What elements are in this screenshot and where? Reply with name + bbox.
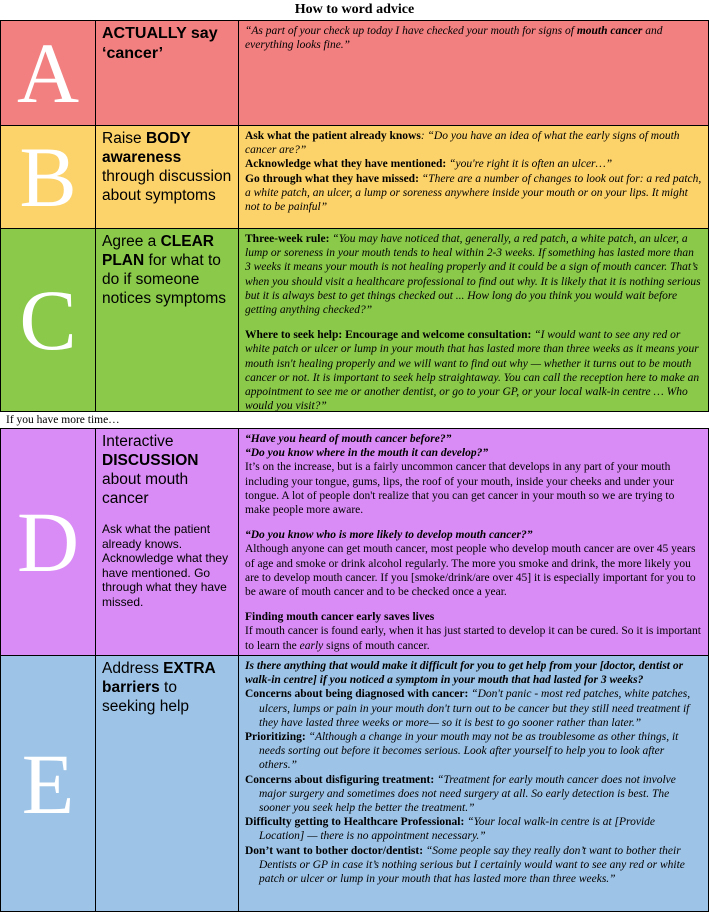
row-d-question-3: “Do you know who is more likely to develop mouth cancer?” [245,529,533,542]
more-time-note: If you have more time… [6,414,120,426]
row-e-disfiguring-treatment: Concerns about disfiguring treatment: “Treatment for early mouth cancer does not involve major surgery and sometimes does not need surgery at all. So early detection is best. The sooner you seek help the better the treatment.” [245,773,676,815]
row-d-heading-early: Finding mouth cancer early saves lives [245,611,435,624]
row-a-heading [96,21,239,125]
row-c-body [239,229,708,411]
row-e-body [239,656,708,911]
row-c-heading: Agree a CLEAR PLAN for what to do if someone notices symptoms [96,229,239,411]
row-d-text-3: If mouth cancer is found early, when it has just started to develop it can be cured. So it is important to learn the early signs of mouth cancer. [245,625,701,652]
row-b-heading: Raise BODY awareness through discussion about symptoms [96,126,239,228]
row-c-where-to-seek-help: Where to seek help: Encourage and welcome consultation: “I would want to see any red or white patch or ulcer or lump in your mouth that has lasted more than three weeks as it means your mouth isn't healing properly and we will want to find out why — whether it turns out to be mouth cancer or not. It is important to seek help straightaway. You can call the reception here to make an appointment to see me or another dentist, or go to your GP, or your local walk-in centre … Who would you visit?” [245,329,700,413]
letter-d: D [1,429,96,655]
row-a [0,20,709,126]
row-e-prioritizing: Prioritizing: “Although a change in your mouth may not be as troublesome as other things, it needs sorting out before it becomes serious. Look after yourself to help you to look after others.” [245,731,679,772]
row-d-text-1: It’s on the increase, but is a fairly uncommon cancer that develops in any part of your mouth including your tongue, gums, lips, the roof of your mouth, inside your cheeks and under your tongue. A lot of people don't realize that you can get cancer in your mouth so we are trying to make people more aware. [245,461,675,517]
row-b-acknowledge: Acknowledge what they have mentioned: “you're right it is often an ulcer…” [245,158,613,171]
row-c [0,228,709,412]
row-e-heading: Address EXTRA barriers to seeking help [96,656,239,911]
row-d-text-2: Although anyone can get mouth cancer, most people who develop mouth cancer are over 45 years of age and smoke or drink alcohol regularly. The more you smoke and drink, the more likely you are to develop mouth cancer. If you [smoke/drink/are over 45] it is especially important for you to be aware of mouth cancer and to be checked once a year. [245,543,696,599]
letter-a: A [1,21,96,125]
row-d-heading: Interactive DISCUSSION about mouth cancer Ask what the patient already knows. Acknowledge what they have mentioned. Go through what they have missed. [96,429,239,655]
letter-e: E [1,656,96,911]
letter-c: C [1,229,96,411]
row-a-quote: “As part of your check up today I have checked your mouth for signs of mouth cancer and everything looks fine.” [245,25,663,52]
row-a-body [239,21,708,125]
row-b [0,125,709,229]
row-c-three-week-rule: Three-week rule: “You may have noticed that, generally, a red patch, a white patch, an ulcer, a lump or soreness in your mouth tends to heal within 2-3 weeks. If something has lasted more than 3 weeks it means your mouth is not healing properly and it could be a sign of mouth cancer. That’s when you should visit a healthcare professional to find out why. It is likely that it is nothing serious but it is always best to get things checked out ... How long do you think you would wait before getting anything checked?” [245,233,701,317]
row-b-body [239,126,708,228]
row-d-instructions: Ask what the patient already knows. Acknowledge what they have mentioned. Go through what they have missed. [102,522,229,609]
row-d-body [239,429,708,655]
row-b-go-through: Go through what they have missed: “There are a number of changes to look out for: a red patch, a white patch, an ulcer, a lump or soreness anywhere inside your mouth or on your lips. It might not to be painful” [245,172,702,214]
row-d [0,428,709,656]
row-e-intro: Is there anything that would make it difficult for you to get help from your [doctor, dentist or walk-in centre] if you noticed a symptom in your mouth that had lasted for 3 weeks? [245,660,684,687]
row-b-ask: Ask what the patient already knows: “Do you have an idea of what the early signs of mouth cancer are?” [245,130,680,157]
row-d-question-2: “Do you know where in the mouth it can develop?” [245,447,489,460]
row-e-dont-bother: Don’t want to bother doctor/dentist: “Some people say they really don’t want to bother their Dentists or GP in case it’s nothing serious but I certainly would want to see any red or white patch or ulcer or lump in your mouth that has lasted more than three weeks.” [245,844,685,886]
row-e-difficulty-getting: Difficulty getting to Healthcare Professional: “Your local walk-in centre is at [Provide Location] — there is no appointment necessary.” [245,816,656,843]
row-e [0,655,709,912]
row-e-concern-diagnosis: Concerns about being diagnosed with cancer: “Don't panic - most red patches, white patches, ulcers, lumps or pain in your mouth don't turn out to be cancer but they still need treatment if they have lasted three weeks or more— so it is best to go sooner rather than later.” [245,688,691,729]
row-a-heading-bold: ACTUALLY say ‘cancer’ [102,25,218,62]
row-d-question-1: “Have you heard of mouth cancer before?” [245,433,452,445]
page-title: How to word advice [294,2,415,17]
letter-b: B [1,126,96,228]
